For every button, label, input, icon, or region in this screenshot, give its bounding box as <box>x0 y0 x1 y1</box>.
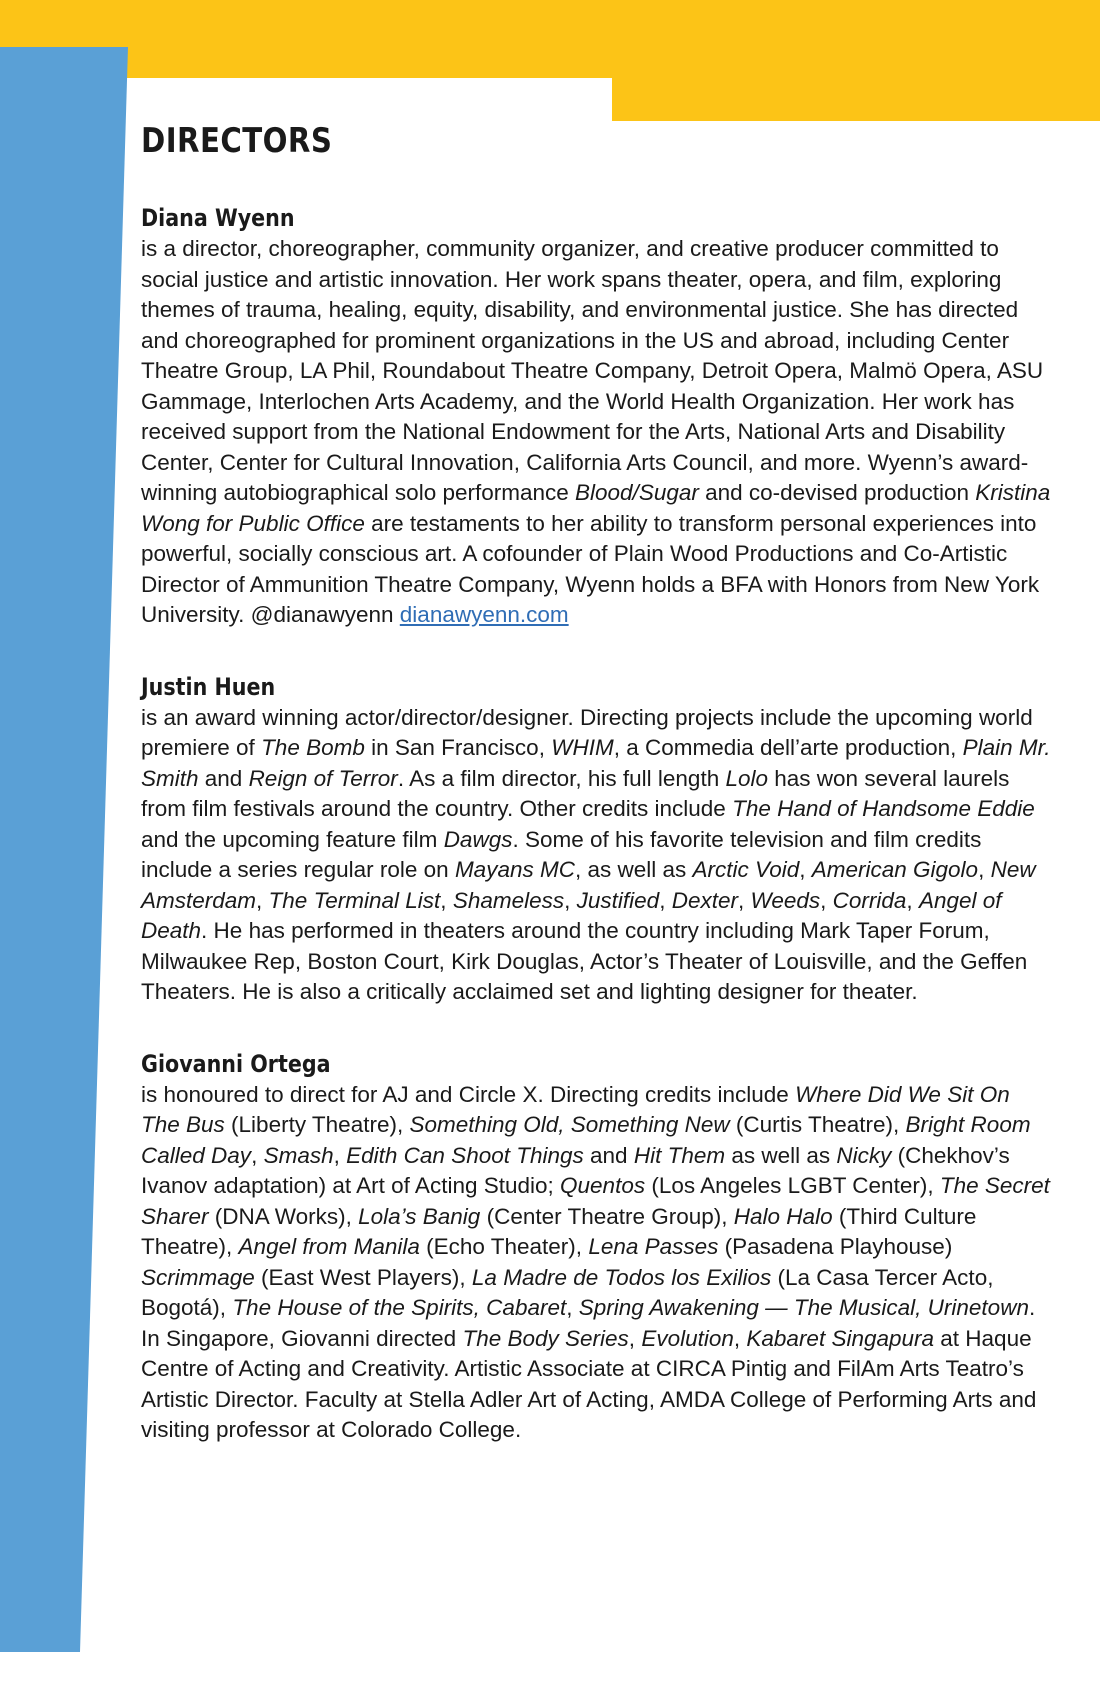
website-link[interactable]: dianawyenn.com <box>399 602 569 627</box>
work-title: Lolo <box>725 765 769 791</box>
section-title: DIRECTORS <box>141 121 333 161</box>
bio-text-segment: (Echo Theater), <box>419 1234 589 1259</box>
director-name: Giovanni Ortega <box>141 1049 331 1078</box>
bio-text-segment: , <box>978 857 991 882</box>
director-bio-text <box>141 234 1051 631</box>
bio-text-segment: and <box>198 765 249 791</box>
work-title: Angel of Death <box>141 887 1002 943</box>
bio-text-segment: is an award winning actor/director/designer. Directing projects include the upcoming world premiere of <box>141 704 1033 760</box>
bio-text-segment: (Pasadena Playhouse) <box>718 1234 953 1259</box>
work-title: Dexter <box>671 887 738 913</box>
bio-text-segment: in San Francisco, <box>364 735 552 760</box>
work-title: Something Old, Something New <box>409 1112 730 1137</box>
work-title: Bright Room Called Day <box>141 1112 1031 1168</box>
bio-text-segment: . As a film director, his full length <box>397 765 726 791</box>
bio-text-segment: , a Commedia dell’arte production, <box>613 735 963 760</box>
bio-text-segment: is a director, choreographer, community organizer, and creative producer committed to social justice and artistic innovation. Her work spans theater, opera, and film, exploring themes of trauma, healing, equity, disability, and environmental justice. She has directed and choreographed for prominent organizations in the US and abroad, including Center Theatre Group, LA Phil, Roundabout Theatre Company, Detroit Opera, Malmö Opera, ASU Gammage, Interlochen Arts Academy, and the World Health Organization. Her work has received support from the National Endowment for the Arts, National Arts and Disability Center, Center for Cultural Innovation, California Arts Council, and more. Wyenn’s award-winning autobiographical solo performance <box>141 236 1044 505</box>
work-title: Edith Can Shoot Things <box>346 1142 584 1168</box>
work-title: Dawgs <box>443 826 513 852</box>
bio-text-segment: . In Singapore, Giovanni directed <box>141 1295 1036 1351</box>
bio-text-segment: , <box>566 1295 579 1320</box>
bio-text-segment: , <box>440 887 453 913</box>
bio-text-segment: and <box>583 1142 634 1168</box>
work-title: Kabaret Singapura <box>746 1325 935 1351</box>
bio-text-segment: , <box>628 1325 642 1351</box>
bio-text-segment: . Some of his favorite television and film credits include a series regular role on <box>141 826 982 882</box>
bio-text-segment: , <box>820 887 833 913</box>
work-title: Plain Mr. Smith <box>141 735 1051 791</box>
work-title: The Hand of Handsome Eddie <box>732 796 1035 821</box>
work-title: Smash <box>263 1142 334 1168</box>
bio-text-segment: , <box>799 857 812 882</box>
work-title: The Bomb <box>261 735 365 760</box>
work-title: Mayans MC <box>454 857 575 882</box>
work-title: WHIM <box>551 735 614 760</box>
bio-text-segment: (Third Culture Theatre), <box>141 1203 977 1259</box>
director-bio <box>141 671 1051 1008</box>
director-bio <box>141 1048 1051 1446</box>
bio-text-segment: (Center Theatre Group), <box>480 1203 734 1229</box>
bio-text-segment: as well as <box>725 1142 837 1168</box>
work-title: The House of the Spirits, Cabaret <box>232 1295 567 1320</box>
work-title: Evolution <box>641 1325 734 1351</box>
director-name: Diana Wyenn <box>141 204 295 232</box>
work-title: Quentos <box>560 1173 646 1198</box>
director-bio-text <box>141 703 1051 1008</box>
work-title: Corrida <box>832 887 907 913</box>
bio-text-segment: . He has performed in theaters around the country including Mark Taper Forum, Milwaukee Rep, Boston Court, Kirk Douglas, Actor’s Theater of Louisville, and the Geffen Theaters. He is also a critically acclaimed set and lighting designer for theater. <box>141 918 1028 1004</box>
bio-text-segment: are testaments to her ability to transform personal experiences into powerful, socially conscious art. A cofounder of Plain Wood Productions and Co-Artistic Director of Ammunition Theatre Company, Wyenn holds a BFA with Honors from New York University. @dianawyenn <box>141 510 1040 627</box>
director-bio-text <box>141 1080 1051 1446</box>
work-title: Hit Them <box>633 1142 726 1168</box>
work-title: The Terminal List <box>268 887 441 913</box>
work-title: Blood/Sugar <box>575 480 699 505</box>
work-title: Scrimmage <box>141 1264 255 1290</box>
bio-text-segment: has won several laurels from film festivals around the country. Other credits include <box>141 765 1010 821</box>
director-name: Justin Huen <box>141 672 276 701</box>
bio-text-segment: , as well as <box>574 857 693 882</box>
director-bio <box>141 202 1051 631</box>
bio-text-segment: , <box>256 887 269 913</box>
work-title: American Gigolo <box>811 857 979 882</box>
bio-text-segment: , <box>659 887 672 913</box>
bio-text-segment: (East West Players), <box>254 1264 472 1290</box>
blue-side-bar <box>0 47 128 1652</box>
bio-text-segment: (DNA Works), <box>208 1203 359 1229</box>
bio-text-segment: (Curtis Theatre), <box>729 1112 906 1137</box>
work-title: Angel from Manila <box>238 1234 420 1259</box>
work-title: Justified <box>576 887 660 913</box>
bio-text-segment: , <box>906 887 919 913</box>
work-title: The Secret Sharer <box>141 1173 1050 1229</box>
work-title: Halo Halo <box>733 1203 833 1229</box>
work-title: Kristina Wong for Public Office <box>141 480 1051 536</box>
work-title: Where Did We Sit On The Bus <box>141 1081 1010 1137</box>
work-title: La Madre de Todos los Exilios <box>471 1264 772 1290</box>
bio-text-segment: , <box>564 887 577 913</box>
bio-text-segment: , <box>737 887 751 913</box>
work-title: Reign of Terror <box>248 765 398 791</box>
work-title: Weeds <box>750 887 821 913</box>
bio-text-segment: (Los Angeles LGBT Center), <box>645 1173 940 1198</box>
bio-text-segment: (Chekhov’s Ivanov adaptation) at Art of Acting Studio; <box>141 1142 1010 1198</box>
work-title: Lola’s Banig <box>358 1203 481 1229</box>
work-title: Nicky <box>836 1142 892 1168</box>
bio-text-segment: and co-devised production <box>698 480 976 505</box>
work-title: Lena Passes <box>588 1234 719 1259</box>
work-title: Spring Awakening — The Musical, Urinetown <box>578 1295 1029 1320</box>
bio-text-segment: , <box>733 1325 747 1351</box>
bio-text-segment: (La Casa Tercer Acto, Bogotá), <box>141 1264 994 1320</box>
bio-text-segment: is honoured to direct for AJ and Circle X. Directing credits include <box>141 1081 796 1107</box>
bio-text-segment: , <box>251 1142 264 1168</box>
bio-text-segment: at Haque Centre of Acting and Creativity. Artistic Associate at CIRCA Pintig and FilAm Arts Teatro’s Artistic Director. Faculty at Stella Adler Art of Acting, AMDA College of Performing Arts and visiting professor at Colorado College. <box>141 1325 1037 1442</box>
bio-text-segment: and the upcoming feature film <box>141 826 444 852</box>
work-title: New Amsterdam <box>141 857 1036 913</box>
work-title: The Body Series <box>462 1325 629 1351</box>
work-title: Arctic Void <box>692 857 800 882</box>
directors-section <box>141 112 1051 1446</box>
bio-text-segment: (Liberty Theatre), <box>224 1112 410 1137</box>
work-title: Shameless <box>452 887 565 913</box>
bio-text-segment: , <box>333 1142 347 1168</box>
yellow-header-bar <box>0 0 1100 121</box>
